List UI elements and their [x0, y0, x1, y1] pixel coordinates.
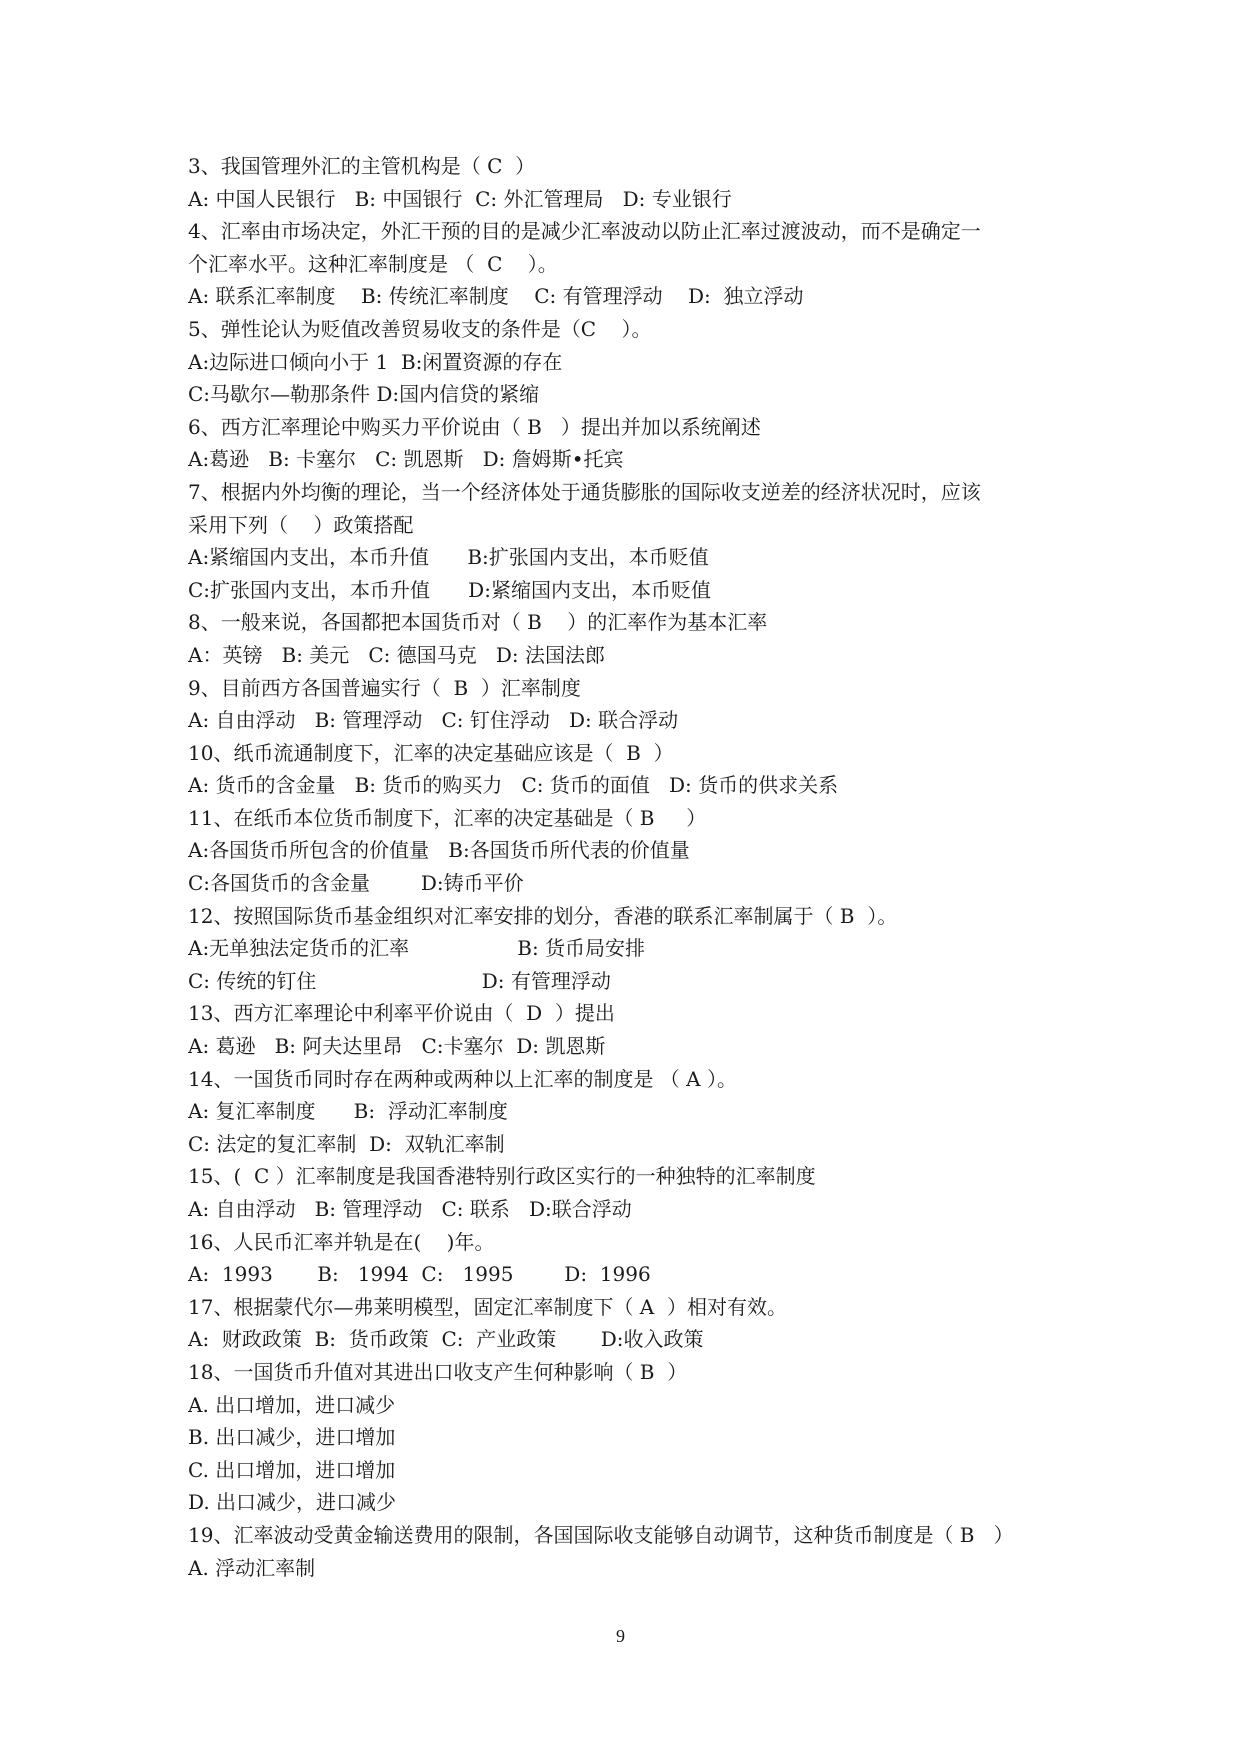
- option-line: A:紧缩国内支出，本币升值 B:扩张国内支出，本币贬值: [188, 545, 709, 570]
- question-line: 9、目前西方各国普遍实行（ B ）汇率制度: [188, 675, 581, 700]
- option-line: C:各国货币的含金量 D:铸币平价: [188, 871, 524, 896]
- question-line: 13、西方汇率理论中利率平价说由（ D ）提出: [188, 1001, 615, 1026]
- option-line: C:马歇尔—勒那条件 D:国内信贷的紧缩: [188, 382, 540, 407]
- option-line: A:各国货币所包含的价值量 B:各国货币所代表的价值量: [188, 838, 690, 863]
- option-line: A: 中国人民银行 B: 中国银行 C: 外汇管理局 D: 专业银行: [188, 186, 732, 211]
- question-line: 16、人民币汇率并轨是在( )年。: [188, 1229, 495, 1254]
- question-line: 3、我国管理外汇的主管机构是（ C ）: [188, 154, 536, 178]
- question-line: 5、弹性论认为贬值改善贸易收支的条件是（C ）。: [188, 316, 652, 341]
- question-line: 8、一般来说，各国都把本国货币对（ B ）的汇率作为基本汇率: [188, 610, 768, 635]
- option-line: A: 联系汇率制度 B: 传统汇率制度 C: 有管理浮动 D: 独立浮动: [188, 284, 804, 309]
- option-line: A. 出口增加，进口减少: [188, 1392, 396, 1417]
- question-line: 15、( C ）汇率制度是我国香港特别行政区实行的一种独特的汇率制度: [188, 1164, 816, 1189]
- option-line: A: 财政政策 B: 货币政策 C: 产业政策 D:收入政策: [188, 1327, 704, 1352]
- question-line: 10、纸币流通制度下，汇率的决定基础应该是（ B ）: [188, 740, 674, 765]
- option-line: A: 自由浮动 B: 管理浮动 C: 联系 D:联合浮动: [188, 1197, 632, 1221]
- question-line: 14、一国货币同时存在两种或两种以上汇率的制度是 （ A ）。: [188, 1066, 737, 1091]
- option-line: A:葛逊 B: 卡塞尔 C: 凯恩斯 D: 詹姆斯•托宾: [188, 447, 624, 472]
- question-line: 7、根据内外均衡的理论，当一个经济体处于通货膨胀的国际收支逆差的经济状况时，应该: [188, 479, 981, 504]
- question-line: 12、按照国际货币基金组织对汇率安排的划分，香港的联系汇率制属于（ B ）。: [188, 903, 898, 928]
- option-line: B. 出口减少，进口增加: [188, 1425, 396, 1450]
- option-line: A:边际进口倾向小于 1 B:闲置资源的存在: [188, 349, 563, 374]
- option-line: D. 出口减少，进口减少: [188, 1490, 397, 1515]
- question-line: 19、汇率波动受黄金输送费用的限制，各国国际收支能够自动调节，这种货币制度是（ B ）: [188, 1522, 1014, 1547]
- option-line: A: 葛逊 B: 阿夫达里昂 C:卡塞尔 D: 凯恩斯: [188, 1034, 606, 1059]
- question-line: 11、在纸币本位货币制度下，汇率的决定基础是（ B ）: [188, 805, 707, 830]
- option-line: C: 法定的复汇率制 D: 双轨汇率制: [188, 1131, 505, 1156]
- question-line: 17、根据蒙代尔—弗莱明模型，固定汇率制度下（ A ）相对有效。: [188, 1294, 787, 1319]
- option-line: A：英镑 B: 美元 C: 德国马克 D: 法国法郎: [188, 642, 605, 667]
- option-line: A: 货币的含金量 B: 货币的购买力 C: 货币的面值 D: 货币的供求关系: [188, 773, 839, 798]
- option-line: A: 自由浮动 B: 管理浮动 C: 钉住浮动 D: 联合浮动: [188, 708, 679, 733]
- option-line: C. 出口增加，进口增加: [188, 1457, 396, 1482]
- option-line: A: 复汇率制度 B: 浮动汇率制度: [188, 1099, 508, 1124]
- question-line: 4、汇率由市场决定，外汇干预的目的是减少汇率波动以防止汇率过渡波动，而不是确定一: [188, 219, 981, 244]
- question-list: [188, 150, 1088, 1584]
- question-line: 个汇率水平。这种汇率制度是 （ C ）。: [188, 251, 558, 276]
- question-line: 采用下列（ ）政策搭配: [188, 512, 414, 537]
- option-line: A:无单独法定货币的汇率 B: 货币局安排: [188, 936, 646, 961]
- page-number: 9: [616, 1626, 625, 1646]
- question-line: 6、西方汇率理论中购买力平价说由（ B ）提出并加以系统阐述: [188, 414, 761, 439]
- option-line: A. 浮动汇率制: [188, 1555, 316, 1580]
- question-line: 18、一国货币升值对其进出口收支产生何种影响（ B ）: [188, 1359, 688, 1384]
- option-line: C: 传统的钉住 D: 有管理浮动: [188, 968, 611, 993]
- option-line: C:扩张国内支出，本币升值 D:紧缩国内支出，本币贬值: [188, 577, 711, 602]
- option-line: A: 1993 B: 1994 C: 1995 D: 1996: [188, 1262, 651, 1287]
